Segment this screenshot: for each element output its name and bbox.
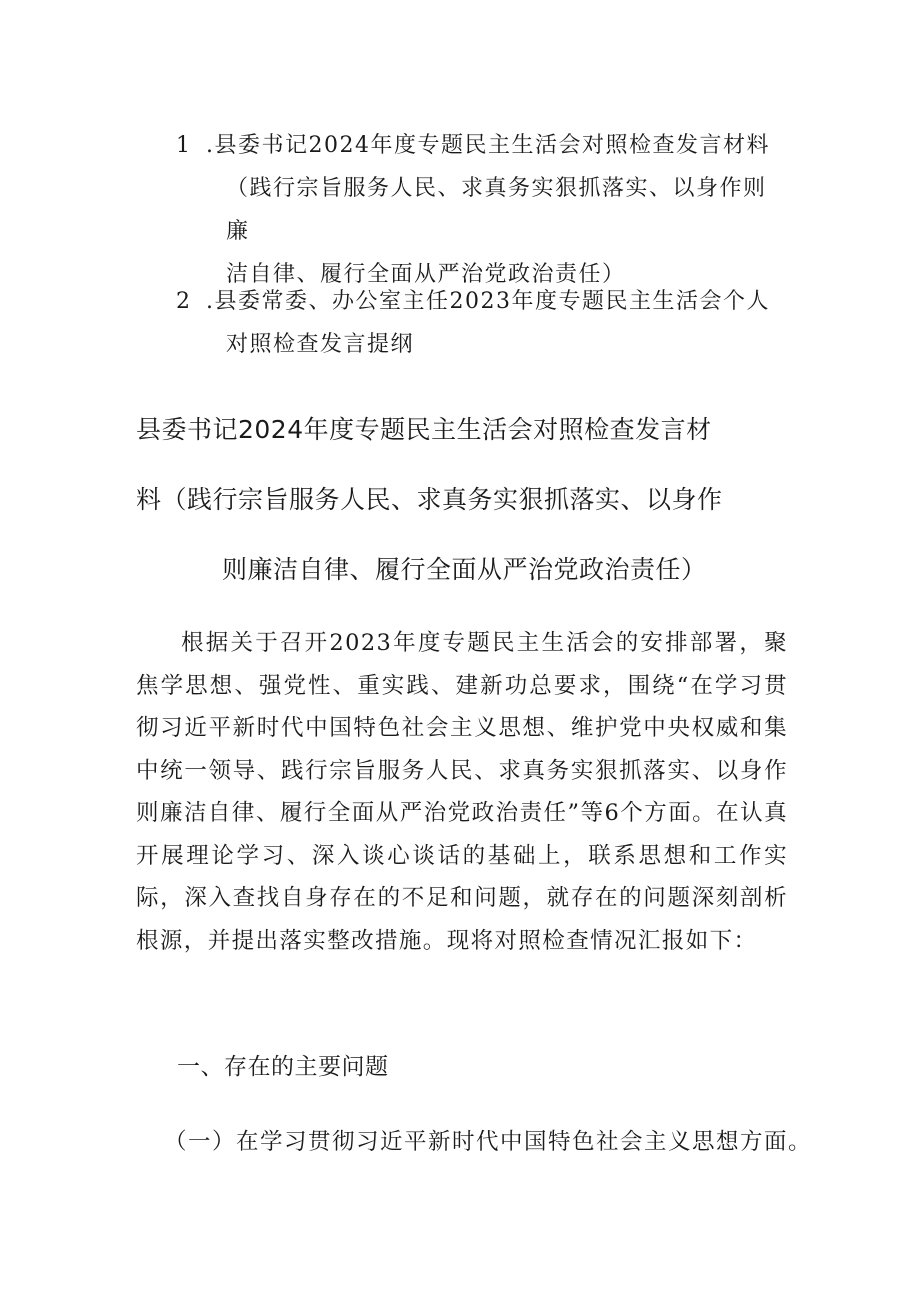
title-line: 县委书记2024年度专题民主生活会对照检查发言材 [136, 415, 712, 444]
section-heading: 一、存在的主要问题 [177, 1054, 389, 1080]
toc-item-text [176, 124, 786, 296]
title-line: 则廉洁自律、履行全面从严治党政治责任） [222, 555, 707, 584]
title-line: 料（践行宗旨服务人民、求真务实狠抓落实、以身作 [136, 485, 723, 514]
toc-item-line: 对照检查发言提纲 [226, 332, 415, 357]
toc-item-line: 洁自律、履行全面从严治党政治责任） [226, 262, 626, 287]
toc-item-line: （践行宗旨服务人民、求真务实狠抓落实、以身作则廉 [226, 176, 767, 244]
toc-item-text [176, 280, 786, 366]
toc-item-line: .县委书记2024年度专题民主生活会对照检查发言材料 [206, 133, 770, 158]
toc-item-line: .县委常委、办公室主任2023年度专题民主生活会个人 [206, 289, 770, 314]
body-paragraph: 根据关于召开2023年度专题民主生活会的安排部署，聚焦学思想、强党性、重实践、建新功总要求，围绕“在学习贯彻习近平新时代中国特色社会主义思想、维护党中央权威和集中统一领导、践行宗旨服务人民、求真务实狠抓落实、以身作则廉洁自律、履行全面从严治党政治责任”等6个方面。在认真开展理论学习、深入谈心谈话的基础上，联系思想和工作实际，深入查找自身存在的不足和问题，就存在的问题深刻剖析根源，并提出落实整改措施。现将对照检查情况汇报如下： [136, 630, 788, 954]
toc-item-number: 2 [176, 289, 192, 314]
toc-item-2[interactable] [176, 280, 786, 366]
sub-heading: （一）在学习贯彻习近平新时代中国特色社会主义思想方面。 [164, 1129, 813, 1155]
toc-item-1[interactable] [176, 124, 786, 296]
toc-item-number: 1 [176, 133, 192, 158]
